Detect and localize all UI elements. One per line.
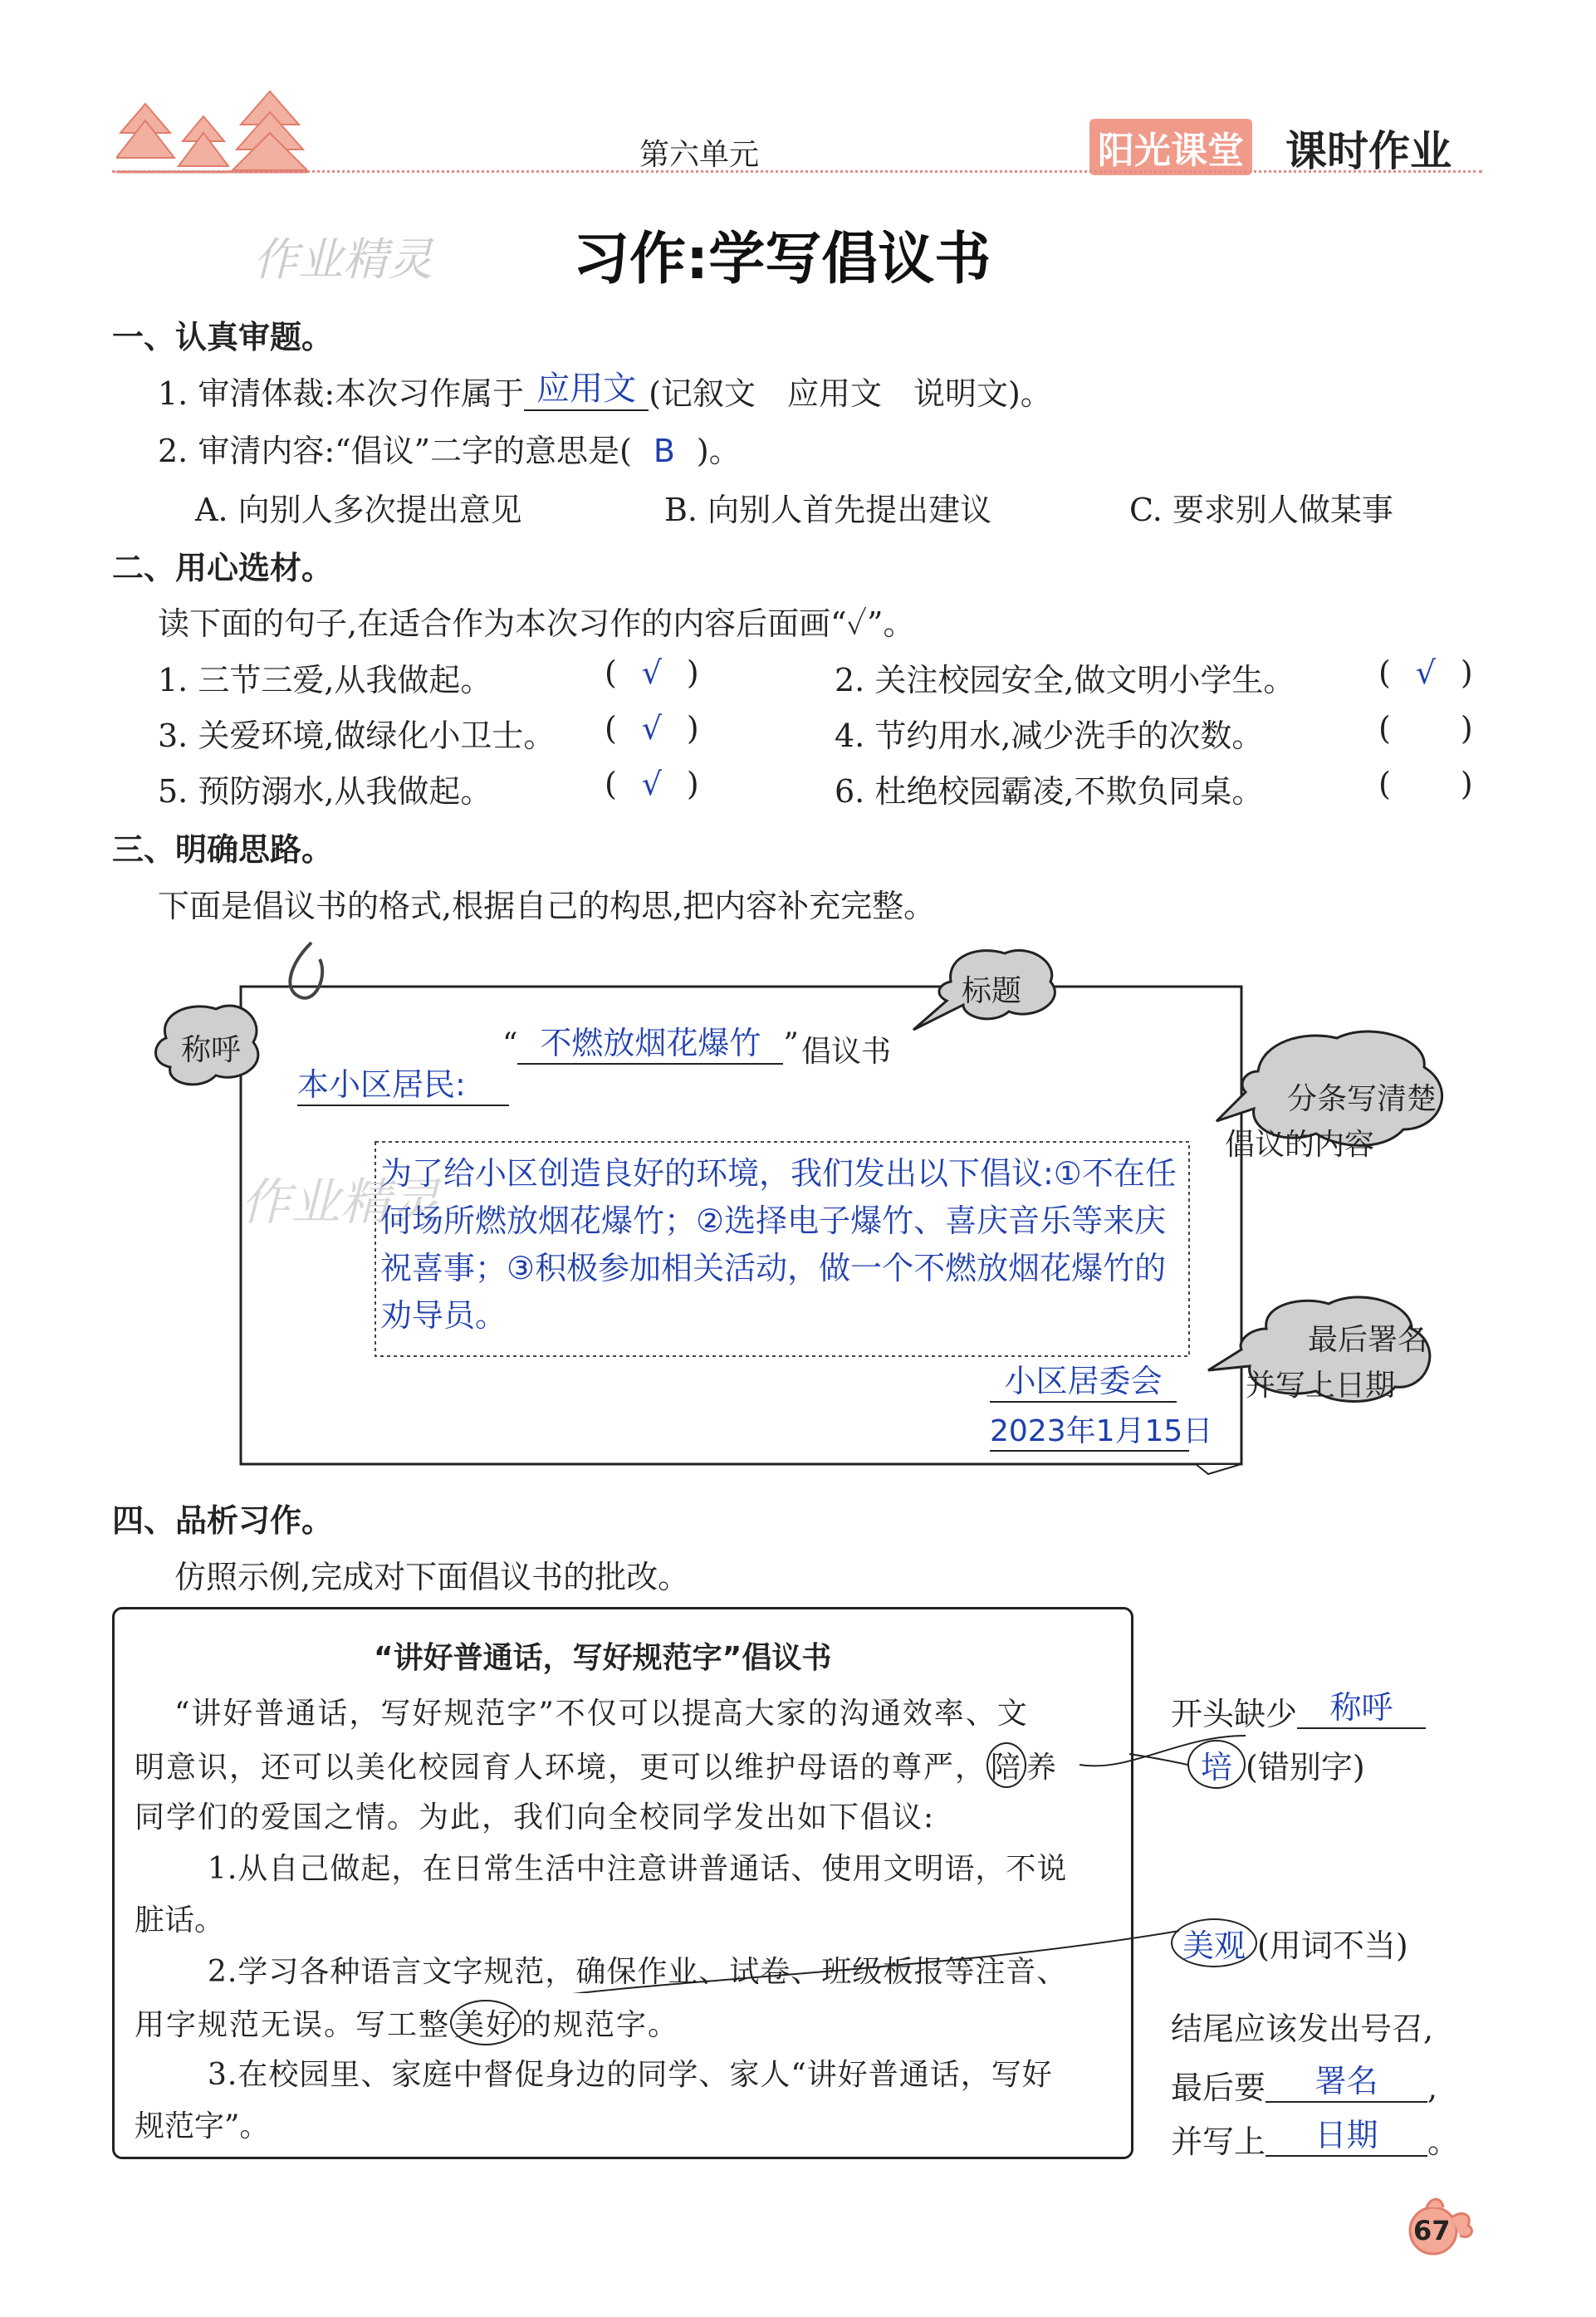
note-4-sign-answer: 署名 — [1266, 2055, 1427, 2103]
note-4-line-3: 并写上 日期 。 — [1171, 2109, 1459, 2162]
check-paren: ( ) — [1378, 766, 1473, 802]
circled-wrong-word: 美好 — [450, 2000, 521, 2045]
title-close-quote: ” — [783, 1027, 799, 1061]
essay-line: 脏话。 — [135, 1903, 225, 1937]
essay-line: 同学们的爱国之情。为此，我们向全校同学发出如下倡议: — [135, 1800, 936, 1834]
essay-line: 1.从自己做起，在日常生活中注意讲普通话、使用文明语，不说 — [208, 1852, 1068, 1886]
list-item: 6. 杜绝校园霸凌,不欺负同桌。 — [835, 773, 1264, 810]
q2-close: )。 — [696, 433, 741, 469]
note-3: 美观 (用词不当) — [1171, 1918, 1408, 1967]
list-item: 3. 关爱环境,做绿化小卫士。 — [158, 718, 556, 754]
q2 — [158, 425, 741, 471]
address-answer: 本小区居民: — [297, 1059, 509, 1106]
q1 — [158, 368, 1052, 414]
bubble-address-label: 称呼 — [181, 1033, 242, 1067]
essay-title: “讲好普通话，写好规范字”倡议书 — [374, 1641, 832, 1675]
check-paren: ( √ ) — [605, 710, 699, 747]
q1-text: 1. 审清体裁:本次习作属于 — [158, 375, 525, 412]
section-3-heading: 三、明确思路。 — [112, 831, 334, 868]
page-number: 67 — [1413, 2215, 1451, 2246]
essay-line: 明意识，还可以美化校园育人环境，更可以维护母语的尊严， 陪 养 — [135, 1742, 1058, 1788]
note-2-answer: 培 — [1187, 1740, 1246, 1789]
q2-answer: B — [653, 433, 675, 469]
note-1-answer: 称呼 — [1297, 1682, 1426, 1729]
q1-options: (记叙文 应用文 说明文)。 — [649, 375, 1052, 412]
note-3-answer: 美观 — [1171, 1918, 1257, 1967]
note-2: 培 (错别字) — [1187, 1740, 1365, 1789]
option-c: C. 要求别人做某事 — [1129, 492, 1393, 528]
date-answer: 2023年1月15日 — [990, 1408, 1189, 1452]
check-paren: ( ) — [1378, 710, 1473, 747]
essay-line: 3.在校园里、家庭中督促身边的同学、家人“讲好普通话，写好 — [208, 2058, 1053, 2092]
essay-line: 用字规范无误。写工整 美好 的规范字。 — [135, 2000, 679, 2045]
unit-label: 第六单元 — [639, 138, 760, 172]
note-4-date-answer: 日期 — [1266, 2109, 1427, 2157]
option-a: A. 向别人多次提出意见 — [195, 492, 522, 528]
bubble-sign-label-2: 并写上日期 — [1246, 1369, 1396, 1403]
watermark-mid: 作业精灵 — [241, 1173, 440, 1232]
check-paren: ( √ ) — [605, 654, 699, 691]
letter-title-line — [502, 1017, 799, 1065]
letter-title-suffix: 倡议书 — [801, 1035, 892, 1069]
check-paren: ( √ ) — [605, 766, 699, 802]
list-item: 1. 三节三爱,从我做起。 — [158, 662, 492, 698]
circled-wrong-char: 陪 — [986, 1742, 1026, 1788]
bubble-content-label-1: 分条写清楚 — [1287, 1082, 1437, 1116]
bubble-sign-label-1: 最后署名 — [1308, 1323, 1428, 1357]
brand-left: 阳光课堂 — [1089, 119, 1252, 175]
list-item: 5. 预防溺水,从我做起。 — [158, 773, 492, 810]
section-4-heading: 四、品析习作。 — [112, 1502, 334, 1539]
tree-decoration-icon — [116, 87, 307, 174]
section-1-heading: 一、认真审题。 — [112, 319, 334, 355]
note-1: 开头缺少 称呼 — [1171, 1682, 1426, 1734]
q2-text: 2. 审清内容:“倡议”二字的意思是( — [158, 433, 632, 469]
title-answer: 不燃放烟花爆竹 — [517, 1017, 783, 1065]
list-item: 4. 节约用水,减少洗手的次数。 — [835, 718, 1264, 754]
note-4-line-1: 结尾应该发出号召, — [1171, 2011, 1434, 2047]
essay-line: 规范字”。 — [135, 2109, 270, 2143]
watermark-top: 作业精灵 — [253, 233, 433, 286]
list-item: 2. 关注校园安全,做文明小学生。 — [835, 662, 1295, 698]
note-4-line-2: 最后要 署名 , — [1171, 2055, 1437, 2108]
essay-line: 2.学习各种语言文字规范，确保作业、试卷、班级板报等注音、 — [208, 1955, 1068, 1989]
option-b: B. 向别人首先提出建议 — [664, 492, 992, 528]
body-answer: 为了给小区创造良好的环境，我们发出以下倡议:①不在任何场所燃放烟花爆竹；②选择电子爆竹、喜庆音乐等来庆祝喜事；③积极参加相关活动，做一个不燃放烟花爆竹的劝导员。 — [380, 1155, 1177, 1334]
q1-answer: 应用文 — [524, 362, 649, 411]
check-paren: ( √ ) — [1378, 654, 1473, 691]
section-2-intro: 读下面的句子,在适合作为本次习作的内容后面画“✓”。 — [158, 605, 915, 642]
bubble-title-label: 标题 — [962, 974, 1022, 1008]
sign-answer: 小区居委会 — [990, 1355, 1177, 1403]
section-3-intro: 下面是倡议书的格式,根据自己的构思,把内容补充完整。 — [158, 888, 936, 924]
section-2-heading: 二、用心选材。 — [112, 550, 334, 586]
brand-right: 课时作业 — [1285, 127, 1452, 175]
title-open-quote: “ — [502, 1027, 518, 1061]
header-divider — [112, 170, 1482, 173]
page-title: 习作:学写倡议书 — [573, 227, 991, 292]
bubble-content-label-2: 倡议的内容 — [1225, 1128, 1375, 1162]
section-4-intro: 仿照示例,完成对下面倡议书的批改。 — [174, 1559, 690, 1595]
essay-line: “讲好普通话，写好规范字”不仅可以提高大家的沟通效率、文 — [174, 1697, 1029, 1731]
